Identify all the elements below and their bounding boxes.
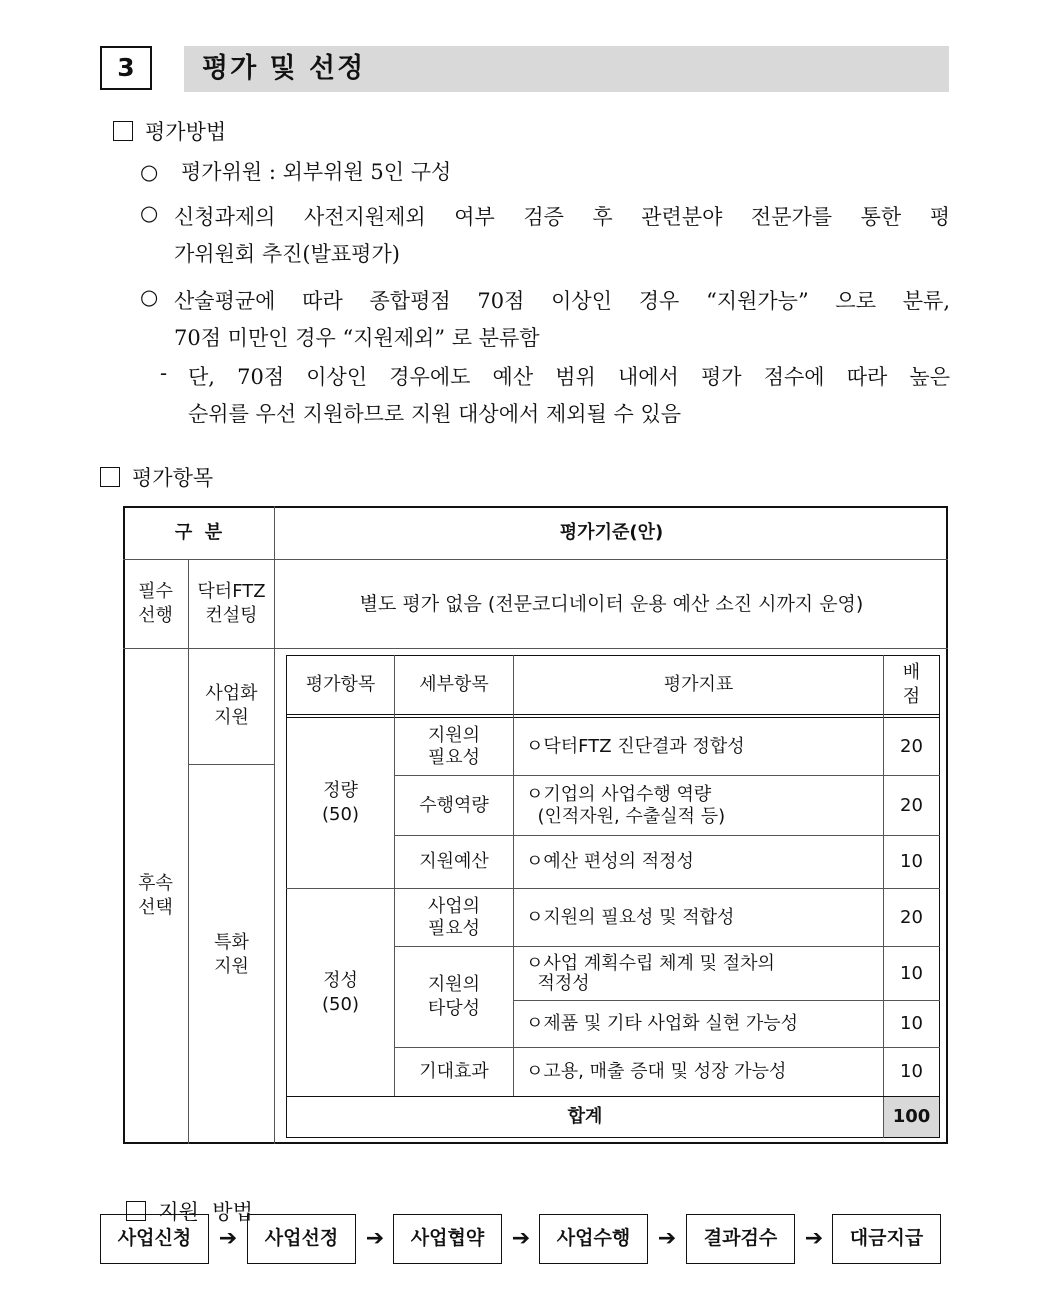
inner-header-indicator: 평가지표: [663, 674, 734, 695]
method-item-3-bullet: ○: [140, 285, 159, 309]
inner-header-score: [884, 656, 939, 714]
items-heading: [100, 462, 213, 492]
arrow-right-icon: ➔: [657, 1226, 677, 1251]
table-row-indicator: ㅇ닥터FTZ 진단결과 정합성: [526, 735, 745, 757]
items-heading-text: 평가항목: [132, 466, 214, 490]
special-support-line1: 특화: [214, 931, 249, 953]
follow-group-line2: 선택: [138, 897, 173, 918]
required-sub-line2: 컨설팅: [205, 604, 258, 626]
table-row-score: 10: [900, 1061, 923, 1082]
header-category: 구 분: [174, 521, 223, 543]
section-title: 평가 및 선정: [184, 46, 949, 92]
table-row-detail: 기대효과: [419, 1061, 489, 1082]
support-heading-text: 지원 방법: [158, 1200, 253, 1224]
biz-support-line1: 사업화: [205, 683, 258, 704]
qual-group: [287, 889, 394, 1096]
checkbox-square-icon: [113, 121, 133, 141]
inner-header-score-line1: 배: [902, 662, 921, 683]
method-heading: [113, 116, 226, 146]
qual-label: 정성: [323, 969, 358, 991]
biz-support-label: [189, 648, 274, 764]
special-support-line2: 지원: [214, 955, 249, 977]
table-row-indicator: ㅇ제품 및 기타 사업화 실현 가능성: [526, 1013, 799, 1034]
checkbox-square-icon: [100, 467, 120, 487]
table-row-detail: 지원의 필요성: [427, 724, 481, 768]
method-item-3-line1: 산술평균에 따라 종합평점 70점 이상인 경우 “지원가능” 으로 분류,: [174, 289, 950, 313]
table-row-indicator: ㅇ사업 계획수립 체계 및 절차의 적정성: [526, 952, 775, 994]
note-line2: 순위를 우선 지원하므로 지원 대상에서 제외될 수 있음: [188, 402, 682, 426]
flow-step-agreement: 사업협약: [393, 1214, 502, 1264]
note-line1: 단, 70점 이상인 경우에도 예산 범위 내에서 평가 점수에 따라 높은: [188, 365, 950, 389]
method-item-1-text: 평가위원 : 외부위원 5인 구성: [181, 160, 452, 184]
arrow-right-icon: ➔: [511, 1226, 531, 1251]
total-score: 100: [884, 1097, 939, 1137]
flow-step-inspection: 결과검수: [686, 1214, 795, 1264]
total-label: 합계: [567, 1106, 603, 1127]
header-criteria: 평가기준(안): [559, 521, 664, 543]
flow-step-payment: 대금지급: [832, 1214, 941, 1264]
table-row-score: 10: [900, 962, 923, 984]
special-support-label: [189, 765, 274, 1144]
section-number: 3: [100, 46, 152, 90]
arrow-right-icon: ➔: [365, 1226, 385, 1251]
table-row-detail: 수행역량: [419, 794, 489, 816]
table-row-score: 10: [900, 1013, 923, 1034]
bullet-icon: ○: [140, 160, 159, 184]
method-item-2-line2: 가위원회 추진(발표평가): [174, 242, 400, 266]
quant-group: [287, 718, 394, 888]
table-row-score: 20: [900, 735, 923, 757]
table-row-indicator: ㅇ지원의 필요성 및 적합성: [526, 906, 735, 928]
required-group-label: [123, 559, 188, 648]
arrow-right-icon: ➔: [218, 1226, 238, 1251]
table-row-indicator: ㅇ고용, 매출 증대 및 성장 가능성: [526, 1061, 787, 1082]
table-row-score: 20: [900, 794, 923, 816]
inner-header-score-line2: 점: [902, 686, 921, 707]
required-criteria-text: 별도 평가 없음 (전문코디네이터 운용 예산 소진 시까지 운영): [359, 592, 864, 615]
table-row-score: 10: [900, 851, 923, 872]
inner-header-detail: 세부항목: [419, 674, 489, 695]
biz-support-line2: 지원: [214, 707, 249, 728]
arrow-right-icon: ➔: [804, 1226, 824, 1251]
flow-step-apply: 사업신청: [100, 1214, 209, 1264]
required-sub-line1: 닥터FTZ: [197, 580, 266, 602]
method-item-2-bullet: ○: [140, 201, 159, 225]
flow-step-execution: 사업수행: [539, 1214, 648, 1264]
table-row-indicator: ㅇ예산 편성의 적정성: [526, 851, 694, 872]
table-row-detail: 지원의 타당성: [427, 974, 481, 1019]
method-item-2-line1: 신청과제의 사전지원제외 여부 검증 후 관련분야 전문가를 통한 평: [174, 205, 950, 229]
flow-step-selection: 사업선정: [247, 1214, 356, 1264]
inner-header-item: 평가항목: [305, 674, 376, 695]
table-row-detail: 사업의 필요성: [427, 895, 481, 939]
method-heading-text: 평가방법: [145, 120, 227, 144]
required-sub-label: [189, 559, 274, 648]
required-group-line2: 선행: [138, 604, 173, 626]
required-group-line1: 필수: [138, 580, 173, 602]
follow-group-line1: 후속: [138, 873, 173, 894]
method-item-3-line2: 70점 미만인 경우 “지원제외” 로 분류함: [174, 326, 540, 350]
quant-points: (50): [322, 804, 359, 825]
quant-label: 정량: [323, 780, 358, 801]
table-row-indicator: ㅇ기업의 사업수행 역량 (인적자원, 수출실적 등): [526, 783, 726, 827]
table-row-detail: 지원예산: [419, 851, 489, 872]
note-dash: -: [160, 361, 168, 385]
table-row-score: 20: [900, 906, 923, 928]
qual-points: (50): [322, 993, 359, 1015]
follow-group-label: [123, 648, 188, 1144]
method-item-1: [140, 156, 451, 186]
